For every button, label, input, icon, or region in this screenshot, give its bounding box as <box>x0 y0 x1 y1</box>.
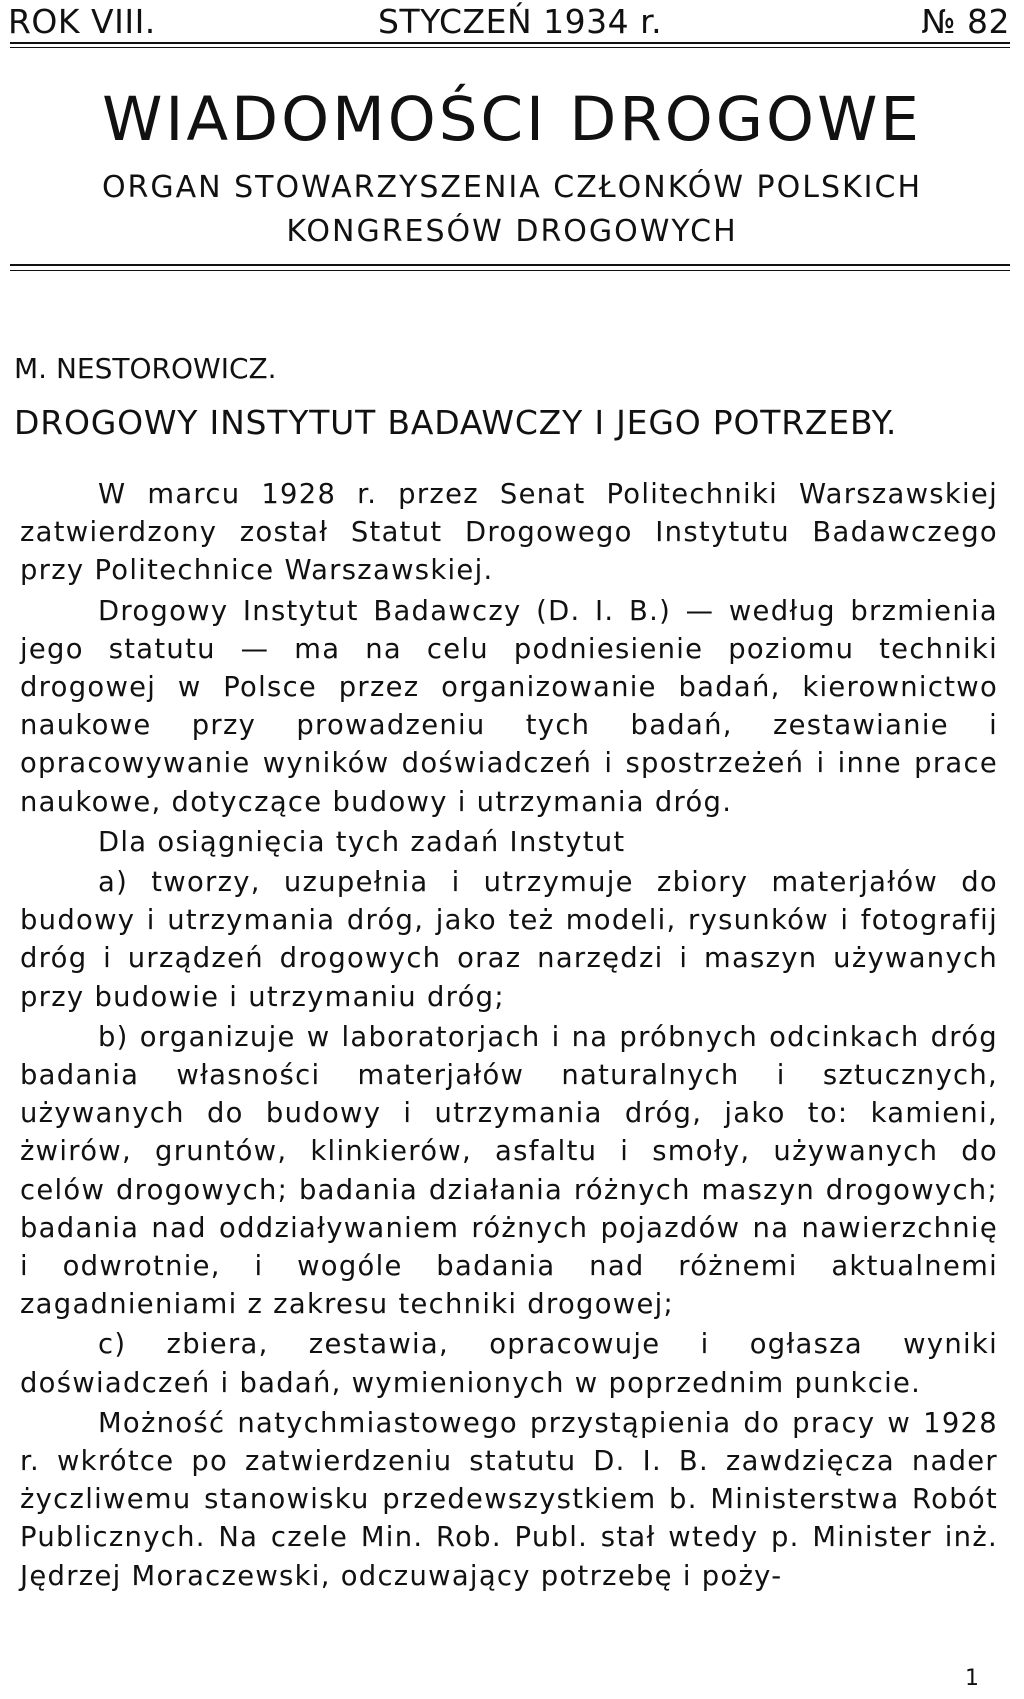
article-author: M. NESTOROWICZ. <box>14 352 277 385</box>
journal-title: WIADOMOŚCI DROGOWE <box>102 84 922 155</box>
paragraph-tasks-lead: Dla osiągnięcia tych zadań Instytut <box>98 826 626 858</box>
paragraph-purpose: Drogowy Instytut Badawczy (D. I. B.) — według brzmienia jego statutu — ma na celu podniesienie poziomu techniki drogowej w Polsce przez organizowanie badań, kierownictwo naukowe przy prowadzeniu tych badań, zestawianie i opracowywanie wyników doświadczeń i spostrzeżeń i inne prace naukowe, dotyczące budowy i utrzymania dróg. <box>20 595 998 818</box>
masthead-rule-bottom <box>10 270 1010 271</box>
paragraph-history: Możność natychmiastowego przystąpienia do pracy w 1928 r. wkrótce po zatwierdzeniu statutu D. I. B. zawdzięcza nader życzliwemu stanowisku przedewszystkiem b. Ministerstwa Robót Publicznych. Na czele Min. Rob. Publ. stał wtedy p. Minister inż. Jędrzej Moraczewski, odczuwający potrzebę i poży- <box>20 1407 998 1592</box>
paragraph-task-c: c) zbiera, zestawia, opracowuje i ogłasza wyniki doświadczeń i badań, wymienionych w poprzednim punkcie. <box>20 1329 998 1399</box>
issue-number: № 82 <box>921 2 1010 41</box>
page-number: 1 <box>965 1666 979 1691</box>
journal-subtitle-line-1: ORGAN STOWARZYSZENIA CZŁONKÓW POLSKICH <box>101 170 923 205</box>
article-title: DROGOWY INSTYTUT BADAWCZY I JEGO POTRZEBY. <box>14 403 898 442</box>
paragraph-task-a: a) tworzy, uzupełnia i utrzymuje zbiory materjałów do budowy i utrzymania dróg, jako też modeli, rysunków i fotografij dróg i urządzeń drogowych oraz narzędzi i maszyn używanych przy budowie i utrzymaniu dróg; <box>20 867 998 1013</box>
journal-subtitle-line-2: KONGRESÓW DROGOWYCH <box>286 214 738 249</box>
masthead-rule-top <box>10 264 1010 266</box>
paragraph-intro: W marcu 1928 r. przez Senat Politechniki Warszawskiej zatwierdzony został Statut Drogowego Instytutu Badawczego przy Politechnice Warszawskiej. <box>20 479 998 587</box>
issue-date: STYCZEŃ 1934 r. <box>378 2 663 41</box>
issue-year: ROK VIII. <box>8 2 156 41</box>
paragraph-task-b: b) organizuje w laboratorjach i na próbnych odcinkach dróg badania własności materjałów naturalnych i sztucznych, używanych do budowy i utrzymania dróg, jako to: kamieni, żwirów, gruntów, klinkierów, asfaltu i smoły, używanych do celów drogowych; badania działania różnych maszyn drogowych; badania nad oddziaływaniem różnych pojazdów na nawierzchnię i odwrotnie, i wogóle badania nad różnemi aktualnemi zagadnieniami z zakresu techniki drogowej; <box>20 1021 998 1321</box>
article-body <box>20 476 998 1596</box>
header-rule-top <box>10 42 1010 44</box>
header-rule-bottom <box>10 47 1010 48</box>
issue-header <box>8 2 1010 41</box>
